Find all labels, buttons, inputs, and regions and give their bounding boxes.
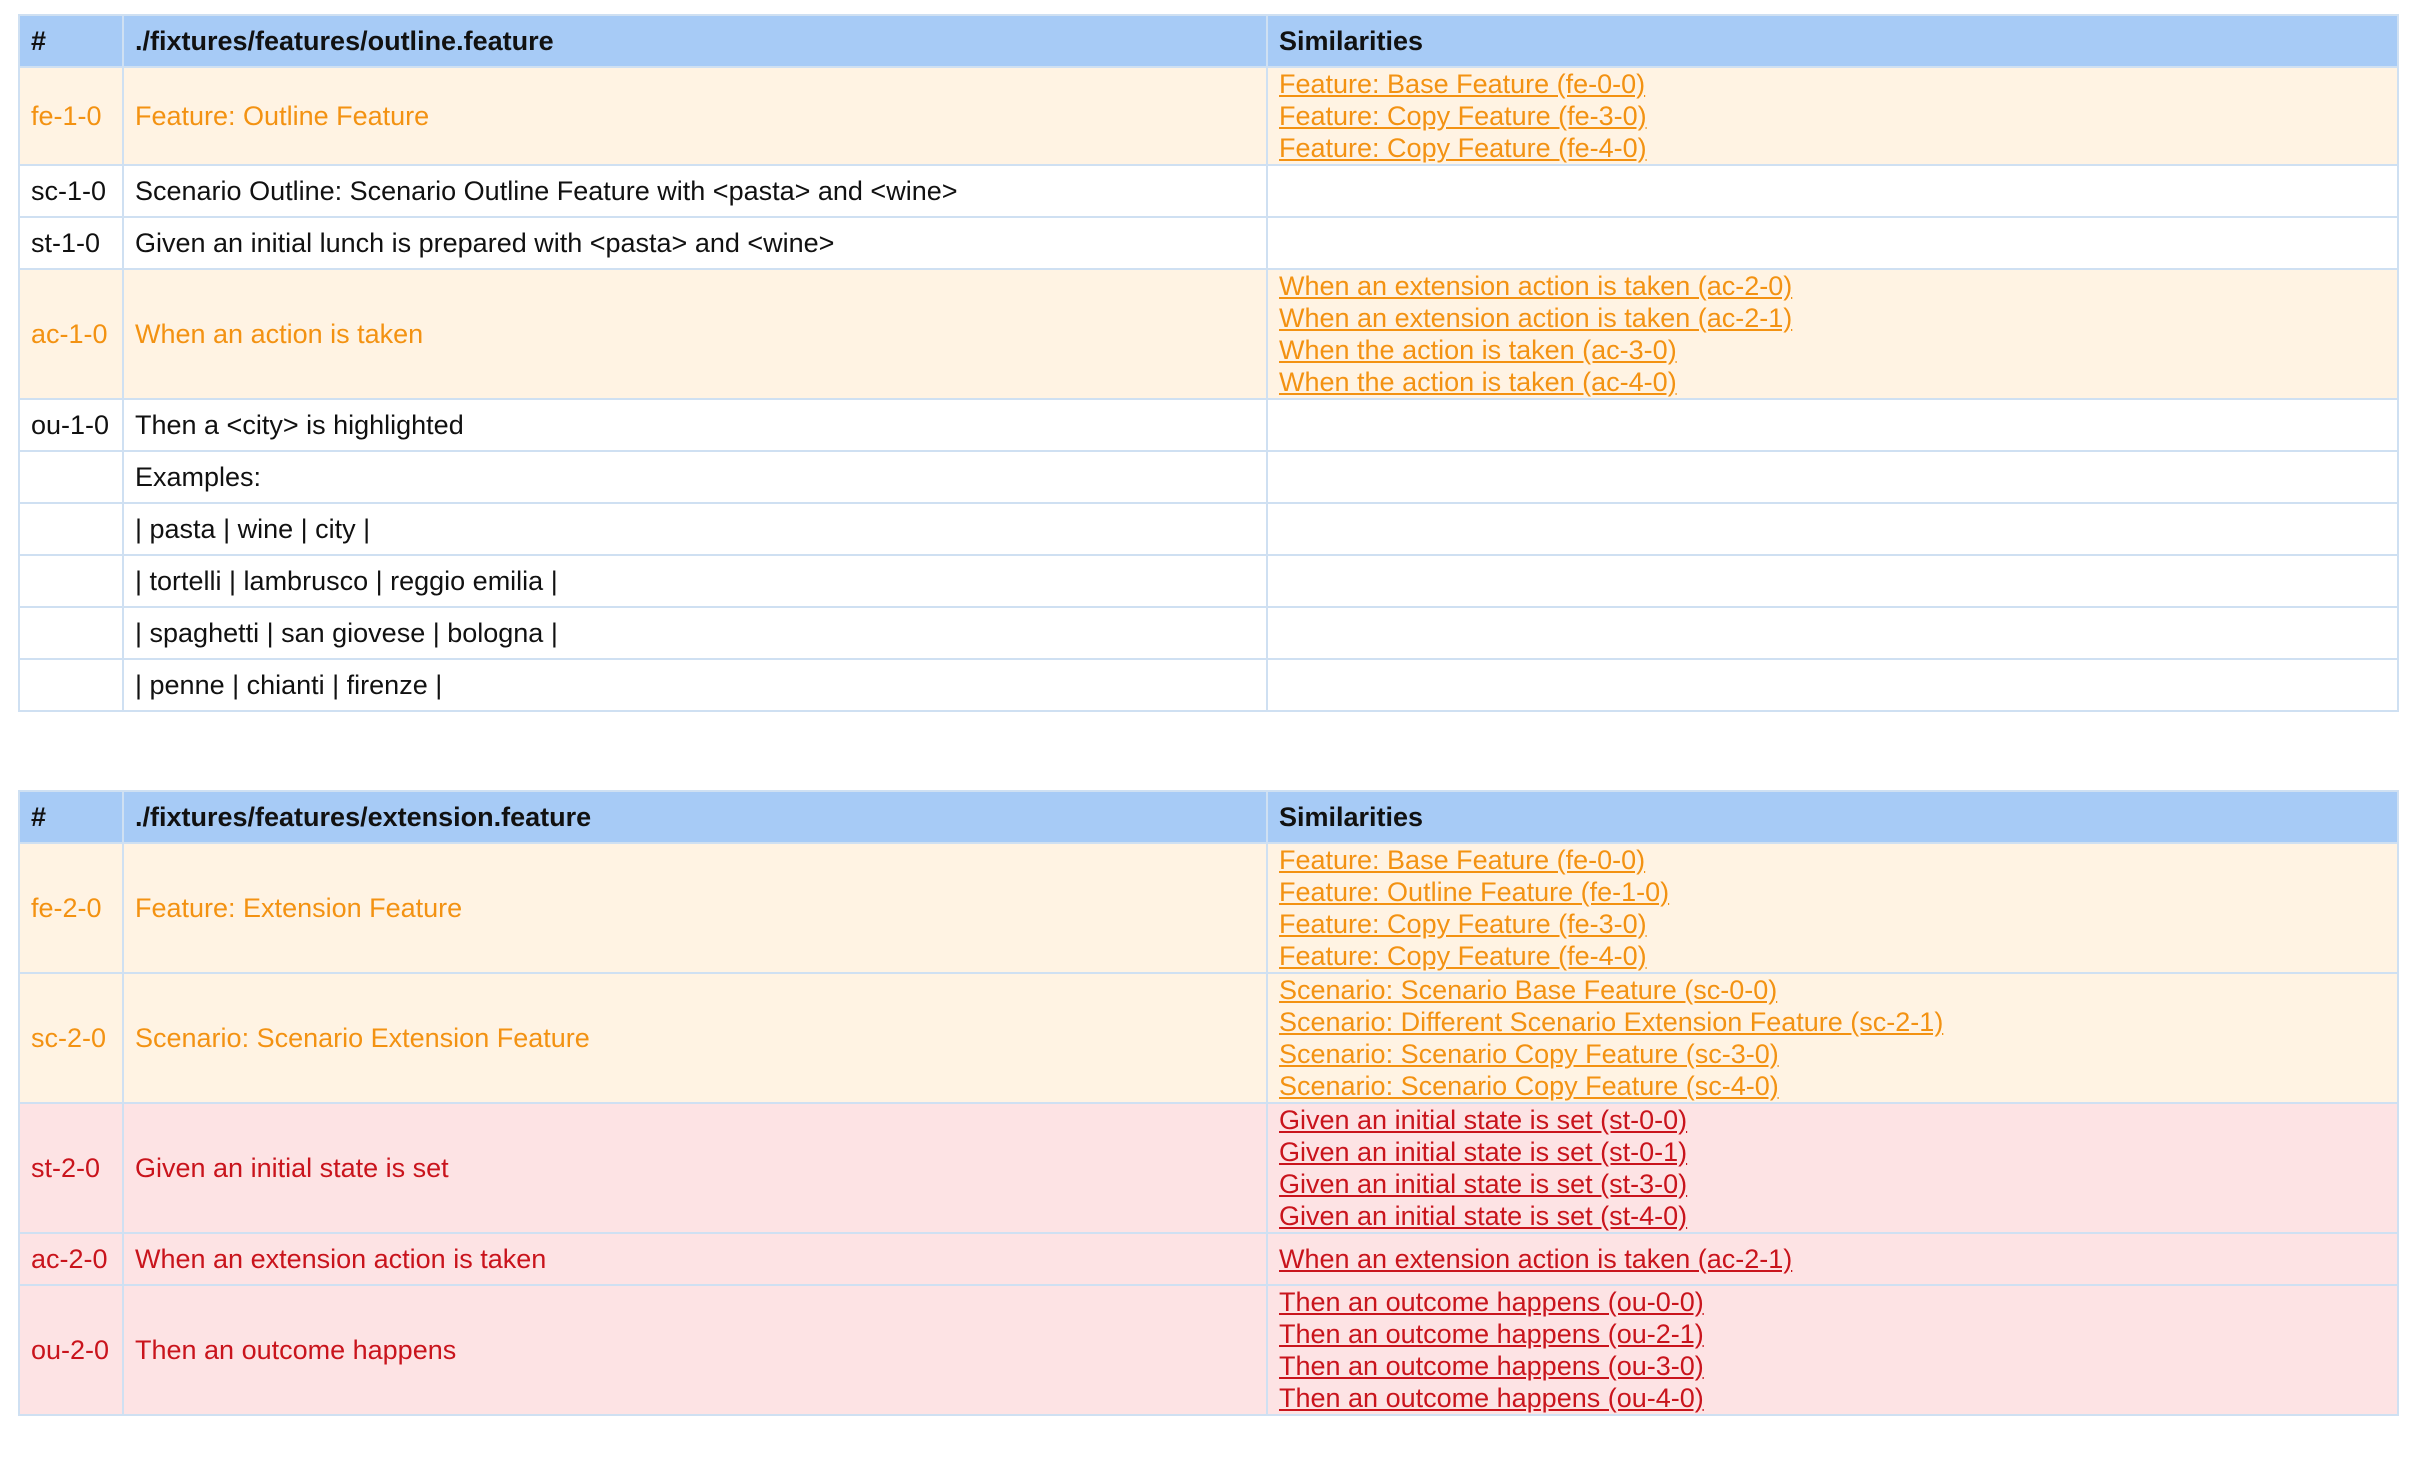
row-text: Examples: xyxy=(123,451,1267,503)
table-row xyxy=(19,67,2398,165)
file-column-header: ./fixtures/features/extension.feature xyxy=(123,791,1267,843)
row-id xyxy=(19,607,123,659)
row-id xyxy=(19,555,123,607)
similarity-link[interactable]: Given an initial state is set (st-0-1) xyxy=(1279,1137,1688,1167)
row-similarities xyxy=(1267,269,2398,399)
row-text: | pasta | wine | city | xyxy=(123,503,1267,555)
table-row xyxy=(19,451,2398,503)
row-id: ou-1-0 xyxy=(19,399,123,451)
similarity-link[interactable]: Then an outcome happens (ou-4-0) xyxy=(1279,1383,1704,1413)
row-id: sc-1-0 xyxy=(19,165,123,217)
row-text: | spaghetti | san giovese | bologna | xyxy=(123,607,1267,659)
row-similarities xyxy=(1267,217,2398,269)
table-row xyxy=(19,607,2398,659)
similarity-link[interactable]: Scenario: Scenario Copy Feature (sc-4-0) xyxy=(1279,1071,1779,1101)
table-row xyxy=(19,399,2398,451)
outline-feature-table xyxy=(18,14,2399,712)
row-similarities xyxy=(1267,67,2398,165)
extension-feature-table xyxy=(18,790,2399,1416)
table-row xyxy=(19,843,2398,973)
row-id: fe-2-0 xyxy=(19,843,123,973)
similarity-link[interactable]: Feature: Copy Feature (fe-3-0) xyxy=(1279,909,1647,939)
row-id: fe-1-0 xyxy=(19,67,123,165)
row-text: When an extension action is taken xyxy=(123,1233,1267,1285)
similarity-link[interactable]: Given an initial state is set (st-3-0) xyxy=(1279,1169,1688,1199)
row-text: Given an initial lunch is prepared with <pasta> and <wine> xyxy=(123,217,1267,269)
similarity-link[interactable]: Given an initial state is set (st-0-0) xyxy=(1279,1105,1688,1135)
id-column-header: # xyxy=(19,15,123,67)
similarity-link[interactable]: When an extension action is taken (ac-2-1) xyxy=(1279,1244,1793,1274)
row-similarities xyxy=(1267,973,2398,1103)
similarity-link[interactable]: When an extension action is taken (ac-2-0) xyxy=(1279,271,1793,301)
row-text: Feature: Extension Feature xyxy=(123,843,1267,973)
id-column-header: # xyxy=(19,791,123,843)
similarity-link[interactable]: When the action is taken (ac-4-0) xyxy=(1279,367,1677,397)
similarity-link[interactable]: Feature: Copy Feature (fe-4-0) xyxy=(1279,941,1647,971)
row-id xyxy=(19,503,123,555)
similarity-link[interactable]: Feature: Copy Feature (fe-3-0) xyxy=(1279,101,1647,131)
row-id: st-2-0 xyxy=(19,1103,123,1233)
row-id xyxy=(19,659,123,711)
row-similarities xyxy=(1267,399,2398,451)
row-id: ac-2-0 xyxy=(19,1233,123,1285)
table-row xyxy=(19,503,2398,555)
row-similarities xyxy=(1267,1285,2398,1415)
row-similarities xyxy=(1267,451,2398,503)
row-id: sc-2-0 xyxy=(19,973,123,1103)
table-body xyxy=(19,67,2398,711)
row-id xyxy=(19,451,123,503)
similarity-link[interactable]: Scenario: Different Scenario Extension Feature (sc-2-1) xyxy=(1279,1007,1944,1037)
row-similarities xyxy=(1267,659,2398,711)
row-similarities xyxy=(1267,1233,2398,1285)
row-id: ou-2-0 xyxy=(19,1285,123,1415)
row-similarities xyxy=(1267,843,2398,973)
table-row xyxy=(19,659,2398,711)
similarity-link[interactable]: Then an outcome happens (ou-3-0) xyxy=(1279,1351,1704,1381)
row-text: Scenario: Scenario Extension Feature xyxy=(123,973,1267,1103)
similarity-link[interactable]: Feature: Outline Feature (fe-1-0) xyxy=(1279,877,1670,907)
table-header-row xyxy=(19,791,2398,843)
similarity-link[interactable]: When the action is taken (ac-3-0) xyxy=(1279,335,1677,365)
table-body xyxy=(19,843,2398,1415)
row-similarities xyxy=(1267,165,2398,217)
table-row xyxy=(19,1285,2398,1415)
table-row xyxy=(19,165,2398,217)
similarities-column-header: Similarities xyxy=(1267,791,2398,843)
row-similarities xyxy=(1267,503,2398,555)
row-text: | penne | chianti | firenze | xyxy=(123,659,1267,711)
similarity-link[interactable]: Feature: Copy Feature (fe-4-0) xyxy=(1279,133,1647,163)
table-row xyxy=(19,555,2398,607)
file-column-header: ./fixtures/features/outline.feature xyxy=(123,15,1267,67)
table-row xyxy=(19,1233,2398,1285)
row-id: st-1-0 xyxy=(19,217,123,269)
table-row xyxy=(19,217,2398,269)
table-row xyxy=(19,269,2398,399)
row-similarities xyxy=(1267,607,2398,659)
similarity-link[interactable]: Scenario: Scenario Copy Feature (sc-3-0) xyxy=(1279,1039,1779,1069)
similarity-link[interactable]: Then an outcome happens (ou-0-0) xyxy=(1279,1287,1704,1317)
row-text: | tortelli | lambrusco | reggio emilia | xyxy=(123,555,1267,607)
row-text: Then an outcome happens xyxy=(123,1285,1267,1415)
similarity-link[interactable]: Then an outcome happens (ou-2-1) xyxy=(1279,1319,1704,1349)
row-text: Scenario Outline: Scenario Outline Feature with <pasta> and <wine> xyxy=(123,165,1267,217)
row-text: Given an initial state is set xyxy=(123,1103,1267,1233)
row-id: ac-1-0 xyxy=(19,269,123,399)
row-text: When an action is taken xyxy=(123,269,1267,399)
row-similarities xyxy=(1267,1103,2398,1233)
row-text: Then a <city> is highlighted xyxy=(123,399,1267,451)
row-similarities xyxy=(1267,555,2398,607)
table-row xyxy=(19,1103,2398,1233)
similarity-link[interactable]: Given an initial state is set (st-4-0) xyxy=(1279,1201,1688,1231)
similarity-link[interactable]: Feature: Base Feature (fe-0-0) xyxy=(1279,69,1646,99)
row-text: Feature: Outline Feature xyxy=(123,67,1267,165)
similarity-link[interactable]: Scenario: Scenario Base Feature (sc-0-0) xyxy=(1279,975,1778,1005)
similarities-column-header: Similarities xyxy=(1267,15,2398,67)
table-header-row xyxy=(19,15,2398,67)
table-row xyxy=(19,973,2398,1103)
similarity-link[interactable]: Feature: Base Feature (fe-0-0) xyxy=(1279,845,1646,875)
similarity-link[interactable]: When an extension action is taken (ac-2-1) xyxy=(1279,303,1793,333)
